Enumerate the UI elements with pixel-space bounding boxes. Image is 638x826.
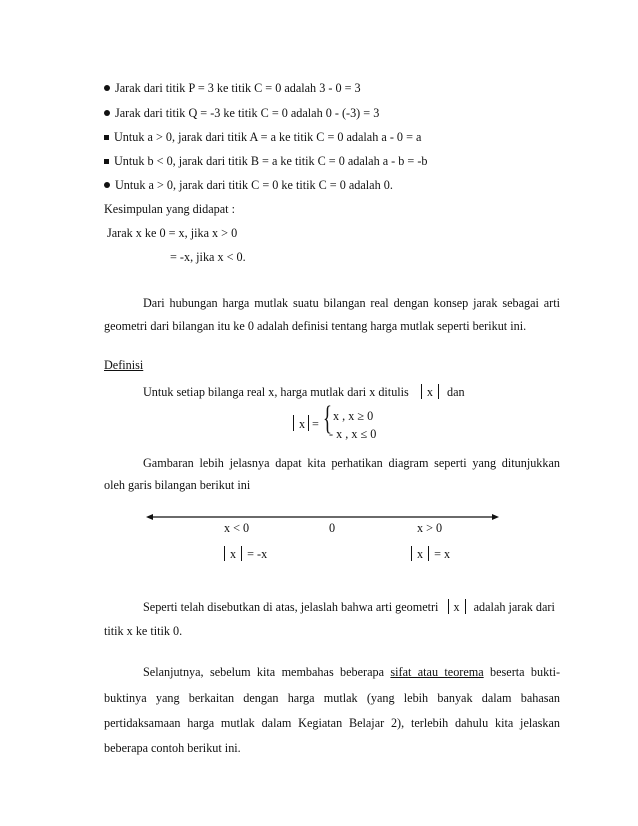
abs-variable: x <box>417 547 424 561</box>
number-line-center-label: 0 <box>329 521 336 535</box>
formula-equals: = <box>312 417 319 431</box>
abs-rhs: = -x <box>247 547 268 561</box>
paragraph-2-line-1: Gambaran lebih jelasnya dapat kita perhatikan diagram seperti yang ditunjukkan <box>143 456 560 470</box>
number-line <box>145 510 500 524</box>
abs-bar-left <box>421 384 422 399</box>
bullet-item <box>104 155 428 167</box>
definition-intro-text: Untuk setiap bilanga real x, harga mutlak dari x ditulis <box>143 385 409 399</box>
abs-bar-right <box>428 546 429 561</box>
paragraph-4-text: beserta bukti- <box>490 665 561 679</box>
paragraph-1-line-2: geometri dari bilangan itu ke 0 adalah definisi tentang harga mutlak seperti berikut ini. <box>104 319 527 333</box>
abs-bar-right <box>308 415 309 431</box>
abs-variable: x <box>230 547 237 561</box>
abs-bar-left <box>293 415 294 431</box>
definition-intro-and: dan <box>447 385 465 399</box>
paragraph-3-text: adalah jarak dari <box>473 600 555 614</box>
bullet-item <box>104 82 361 94</box>
paragraph-4-line-3: pertidaksamaan harga mutlak dalam Kegiatan Belajar 2), terlebih dahulu kita jelaskan <box>104 716 560 730</box>
paragraph-3-line-2: titik x ke titik 0. <box>104 624 183 638</box>
abs-variable: x <box>426 385 433 399</box>
abs-bar-left <box>448 599 449 614</box>
abs-variable: x <box>453 600 460 614</box>
conclusion-heading: Kesimpulan yang didapat : <box>104 202 235 216</box>
bullet-text: Jarak dari titik P = 3 ke titik C = 0 adalah 3 - 0 = 3 <box>115 81 361 95</box>
formula-case-2: - x , x ≤ 0 <box>329 427 377 441</box>
bullet-text: Jarak dari titik Q = -3 ke titik C = 0 adalah 0 - (-3) = 3 <box>115 106 380 120</box>
bullet-item <box>104 179 393 191</box>
abs-bar-right <box>438 384 439 399</box>
formula-lhs: x <box>299 417 306 431</box>
bullet-text: Untuk a > 0, jarak dari titik A = a ke titik C = 0 adalah a - 0 = a <box>114 130 422 144</box>
formula-case-1: x , x ≥ 0 <box>333 409 374 423</box>
definition-heading: Definisi <box>104 358 144 372</box>
number-line-right-label: x > 0 <box>417 521 443 535</box>
abs-bar-left <box>411 546 412 561</box>
left-brace-icon: { <box>323 400 332 437</box>
bullet-dot-icon <box>104 110 110 116</box>
left-abs-expression <box>224 546 267 561</box>
abs-bar-right <box>465 599 466 614</box>
bullet-square-icon <box>104 135 109 140</box>
paragraph-4-line-2: buktinya yang berkaitan dengan harga mutlak (yang lebih banyak dalam bahasan <box>104 691 560 705</box>
paragraph-4-line-1 <box>143 666 560 690</box>
bullet-text: Untuk b < 0, jarak dari titik B = a ke titik C = 0 adalah a - b = -b <box>114 154 428 168</box>
number-line-left-label: x < 0 <box>224 521 250 535</box>
conclusion-line-1: Jarak x ke 0 = x, jika x > 0 <box>107 226 238 240</box>
paragraph-3-text: Seperti telah disebutkan di atas, jelaslah bahwa arti geometri <box>143 600 439 614</box>
bullet-square-icon <box>104 159 109 164</box>
paragraph-4-line-4: beberapa contoh berikut ini. <box>104 741 241 755</box>
abs-rhs: = x <box>434 547 451 561</box>
bullet-item <box>104 107 379 119</box>
conclusion-line-2: = -x, jika x < 0. <box>170 250 246 264</box>
bullet-text: Untuk a > 0, jarak dari titik C = 0 ke titik C = 0 adalah 0. <box>115 178 393 192</box>
bullet-item <box>104 131 421 143</box>
paragraph-4-text: Selanjutnya, sebelum kita membahas beberapa <box>143 665 385 679</box>
bullet-dot-icon <box>104 182 110 188</box>
paragraph-3-line-1 <box>143 599 555 614</box>
paragraph-1-line-1: Dari hubungan harga mutlak suatu bilangan real dengan konsep jarak sebagai arti <box>143 296 560 310</box>
theorem-link[interactable]: sifat atau teorema <box>390 665 484 679</box>
bullet-dot-icon <box>104 85 110 91</box>
definition-intro <box>143 384 465 399</box>
right-abs-expression <box>411 546 450 561</box>
paragraph-2-line-2: oleh garis bilangan berikut ini <box>104 478 251 492</box>
abs-bar-left <box>224 546 225 561</box>
abs-bar-right <box>241 546 242 561</box>
